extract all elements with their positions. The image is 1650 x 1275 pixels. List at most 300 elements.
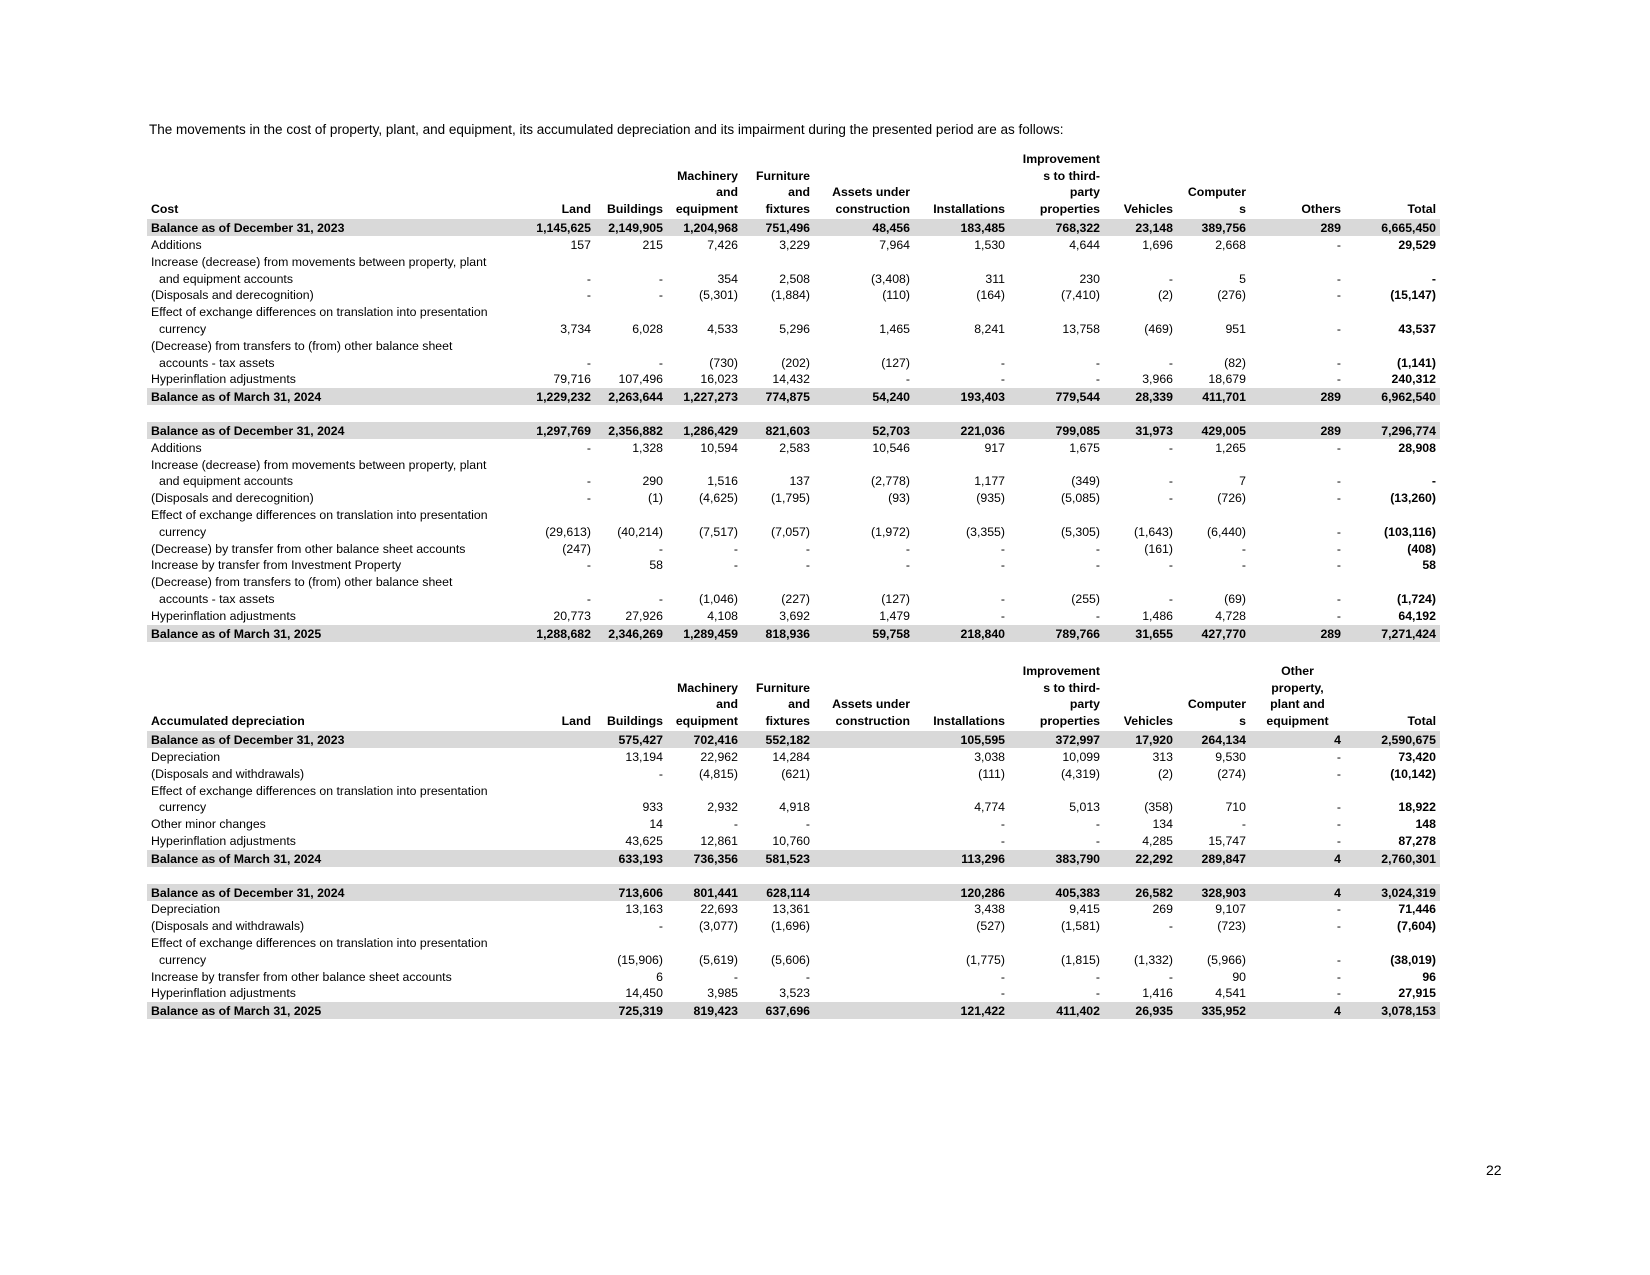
value-cell: 269 — [1152, 902, 1173, 917]
value-cell: - — [1336, 969, 1341, 984]
header-row — [147, 663, 1440, 731]
value-cell: 411,402 — [1009, 1002, 1104, 1019]
value-cell — [522, 985, 595, 1002]
value-cell: - — [1095, 372, 1100, 387]
row-label: (Decrease) from transfers to (from) other balance sheet — [151, 338, 453, 353]
row-label: (Disposals and withdrawals) — [151, 766, 305, 781]
header-row — [147, 151, 1440, 219]
value-cell: - — [1000, 558, 1005, 573]
value-cell: - — [1168, 440, 1173, 455]
row-label: Balance as of December 31, 2024 — [147, 422, 522, 439]
value-cell: 4,541 — [1215, 986, 1246, 1001]
value-cell: (358) — [1144, 800, 1173, 815]
value-cell: (161) — [1144, 541, 1173, 556]
value-cell: (527) — [976, 919, 1005, 934]
value-cell: 637,696 — [742, 1002, 814, 1019]
value-cell: (5,305) — [1061, 524, 1100, 539]
label-continuation-row — [147, 573, 1440, 590]
value-cell: 1,265 — [1215, 440, 1246, 455]
table-row — [147, 799, 1440, 816]
row-label: Additions — [151, 237, 202, 252]
row-label: (Decrease) from transfers to (from) other balance sheet — [151, 575, 453, 590]
value-cell: - — [658, 919, 663, 934]
total-cell: 7,271,424 — [1345, 624, 1440, 641]
row-label: (Disposals and withdrawals) — [151, 919, 305, 934]
value-cell: (255) — [1071, 591, 1100, 606]
value-cell: (5,085) — [1061, 491, 1100, 506]
table-row — [147, 557, 1440, 574]
value-cell — [522, 748, 595, 765]
value-cell: - — [1336, 321, 1341, 336]
value-cell: 22,292 — [1104, 849, 1177, 866]
total-cell: (103,116) — [1384, 524, 1436, 539]
value-cell: - — [1095, 558, 1100, 573]
row-label: Effect of exchange differences on translation into presentation — [151, 935, 488, 950]
value-cell: - — [1000, 541, 1005, 556]
value-cell: (7,517) — [699, 524, 738, 539]
total-cell: (10,142) — [1390, 766, 1436, 781]
table-row — [147, 985, 1440, 1002]
value-cell: - — [1336, 919, 1341, 934]
total-cell: (38,019) — [1390, 952, 1436, 967]
value-cell — [522, 849, 595, 866]
value-cell: - — [1336, 902, 1341, 917]
value-cell: 4 — [1250, 1002, 1345, 1019]
value-cell: 230 — [1079, 271, 1100, 286]
value-cell: 2,356,882 — [595, 422, 667, 439]
value-cell — [814, 765, 914, 782]
value-cell: (15,906) — [617, 952, 663, 967]
value-cell: (349) — [1071, 474, 1100, 489]
value-cell — [814, 832, 914, 849]
value-cell: 289 — [1250, 219, 1345, 236]
value-cell: - — [658, 591, 663, 606]
column-header: Total — [1407, 201, 1436, 216]
column-header: Buildings — [606, 201, 663, 216]
balance-row — [147, 731, 1440, 748]
label-continuation-row — [147, 934, 1440, 951]
row-label: Hyperinflation adjustments — [151, 372, 296, 387]
value-cell: - — [1000, 355, 1005, 370]
row-label: Depreciation — [151, 902, 221, 917]
value-cell — [522, 731, 595, 748]
value-cell: (247) — [562, 541, 591, 556]
table-row — [147, 968, 1440, 985]
value-cell: 59,758 — [814, 624, 914, 641]
table-row — [147, 287, 1440, 304]
value-cell: - — [1095, 969, 1100, 984]
total-cell: 27,915 — [1398, 986, 1436, 1001]
value-cell: (2) — [1157, 288, 1173, 303]
total-cell: 7,296,774 — [1345, 422, 1440, 439]
value-cell — [814, 883, 914, 900]
value-cell: (1) — [647, 491, 663, 506]
value-cell: 28,339 — [1104, 388, 1177, 405]
table-row — [147, 236, 1440, 253]
value-cell: - — [1095, 355, 1100, 370]
total-cell: 73,420 — [1398, 749, 1436, 764]
value-cell: 8,241 — [974, 321, 1005, 336]
value-cell: 1,328 — [632, 440, 663, 455]
value-cell: 26,935 — [1104, 1002, 1177, 1019]
value-cell: 6,028 — [632, 321, 663, 336]
total-cell: 6,665,450 — [1345, 219, 1440, 236]
value-cell: 3,966 — [1142, 372, 1173, 387]
value-cell: 264,134 — [1177, 731, 1250, 748]
value-cell: (1,775) — [966, 952, 1005, 967]
balance-row — [147, 422, 1440, 439]
value-cell: 313 — [1152, 749, 1173, 764]
value-cell: 2,583 — [779, 440, 810, 455]
value-cell: 10,760 — [772, 833, 810, 848]
table-row — [147, 590, 1440, 607]
value-cell: (1,643) — [1134, 524, 1173, 539]
value-cell: 917 — [984, 440, 1005, 455]
table-row — [147, 354, 1440, 371]
value-cell: (7,410) — [1061, 288, 1100, 303]
value-cell: - — [1336, 271, 1341, 286]
value-cell: 23,148 — [1104, 219, 1177, 236]
value-cell: 628,114 — [742, 883, 814, 900]
total-cell: - — [1431, 271, 1436, 286]
value-cell: (5,966) — [1207, 952, 1246, 967]
total-cell: 96 — [1422, 969, 1436, 984]
spacer-cell — [147, 867, 1440, 884]
page-number: 22 — [1486, 1162, 1502, 1178]
value-cell: 120,286 — [914, 883, 1009, 900]
value-cell: 113,296 — [914, 849, 1009, 866]
value-cell: (2) — [1157, 766, 1173, 781]
value-cell: (7,057) — [771, 524, 810, 539]
value-cell: 5,013 — [1069, 800, 1100, 815]
value-cell: - — [1336, 591, 1341, 606]
table-row — [147, 917, 1440, 934]
table-row — [147, 832, 1440, 849]
spacer-row — [147, 867, 1440, 884]
value-cell: 710 — [1225, 800, 1246, 815]
total-cell: 87,278 — [1398, 833, 1436, 848]
value-cell: - — [1336, 372, 1341, 387]
balance-row — [147, 1002, 1440, 1019]
value-cell: - — [1095, 608, 1100, 623]
value-cell: (1,581) — [1061, 919, 1100, 934]
value-cell: 134 — [1152, 817, 1173, 832]
label-continuation-row — [147, 506, 1440, 523]
value-cell: 411,701 — [1177, 388, 1250, 405]
value-cell: - — [1095, 541, 1100, 556]
value-cell: 27,926 — [625, 608, 663, 623]
table-title: Accumulated depreciation — [151, 713, 305, 728]
value-cell: (127) — [881, 591, 910, 606]
value-cell: 48,456 — [814, 219, 914, 236]
value-cell — [522, 1002, 595, 1019]
spacer-row — [147, 405, 1440, 422]
column-header: Improvement s to third- party properties — [1022, 664, 1100, 728]
value-cell: (3,355) — [966, 524, 1005, 539]
value-cell: 3,734 — [560, 321, 591, 336]
value-cell: (5,619) — [699, 952, 738, 967]
row-label: Balance as of December 31, 2023 — [147, 219, 522, 236]
value-cell: 2,263,644 — [595, 388, 667, 405]
row-label: accounts - tax assets — [159, 591, 275, 606]
total-cell: 18,922 — [1398, 800, 1436, 815]
label-continuation-row — [147, 303, 1440, 320]
value-cell: 215 — [642, 237, 663, 252]
row-label: Balance as of December 31, 2024 — [147, 883, 522, 900]
value-cell: 383,790 — [1009, 849, 1104, 866]
value-cell: 819,423 — [667, 1002, 742, 1019]
row-label: Hyperinflation adjustments — [151, 986, 296, 1001]
value-cell: (202) — [781, 355, 810, 370]
value-cell: - — [1095, 833, 1100, 848]
value-cell: - — [1336, 237, 1341, 252]
value-cell: - — [905, 541, 910, 556]
value-cell: 1,696 — [1142, 237, 1173, 252]
row-label: Effect of exchange differences on translation into presentation — [151, 783, 488, 798]
column-header: Others — [1301, 201, 1341, 216]
value-cell: - — [1168, 474, 1173, 489]
value-cell: 4,285 — [1142, 833, 1173, 848]
value-cell — [522, 951, 595, 968]
value-cell: 6 — [656, 969, 663, 984]
value-cell — [814, 968, 914, 985]
column-header: Furniture and fixtures — [756, 680, 810, 728]
column-header: Buildings — [606, 713, 663, 728]
row-label: Balance as of December 31, 2023 — [147, 731, 522, 748]
table-title: Cost — [151, 201, 179, 216]
value-cell: 768,322 — [1009, 219, 1104, 236]
value-cell — [522, 832, 595, 849]
table-row — [147, 439, 1440, 456]
value-cell: (3,077) — [699, 919, 738, 934]
value-cell: (726) — [1217, 491, 1246, 506]
value-cell: 4 — [1250, 849, 1345, 866]
value-cell: (621) — [781, 766, 810, 781]
row-label: Effect of exchange differences on translation into presentation — [151, 507, 488, 522]
value-cell: 818,936 — [742, 624, 814, 641]
total-cell: 58 — [1422, 558, 1436, 573]
value-cell: (274) — [1217, 766, 1246, 781]
value-cell: - — [1336, 474, 1341, 489]
value-cell: 3,038 — [974, 749, 1005, 764]
table-row — [147, 270, 1440, 287]
table-row — [147, 901, 1440, 918]
value-cell: 429,005 — [1177, 422, 1250, 439]
row-label: Additions — [151, 440, 202, 455]
value-cell: - — [1000, 833, 1005, 848]
value-cell: - — [733, 969, 738, 984]
cost-table-body — [147, 219, 1440, 642]
value-cell: - — [1168, 919, 1173, 934]
value-cell: 289 — [1250, 624, 1345, 641]
row-label: (Disposals and derecognition) — [151, 491, 314, 506]
value-cell: - — [658, 288, 663, 303]
value-cell: 2,668 — [1215, 237, 1246, 252]
value-cell: - — [1336, 952, 1341, 967]
value-cell: - — [805, 817, 810, 832]
value-cell: (5,606) — [771, 952, 810, 967]
value-cell: 14 — [649, 817, 663, 832]
value-cell: (2,778) — [871, 474, 910, 489]
value-cell: 3,229 — [779, 237, 810, 252]
value-cell: 372,997 — [1009, 731, 1104, 748]
balance-row — [147, 388, 1440, 405]
value-cell — [522, 883, 595, 900]
value-cell: 13,163 — [625, 902, 663, 917]
value-cell: - — [1241, 817, 1246, 832]
value-cell: 581,523 — [742, 849, 814, 866]
value-cell: 107,496 — [618, 372, 663, 387]
value-cell: - — [1000, 986, 1005, 1001]
value-cell: 1,229,232 — [522, 388, 595, 405]
total-cell: 6,962,540 — [1345, 388, 1440, 405]
value-cell: 1,145,625 — [522, 219, 595, 236]
value-cell: (3,408) — [871, 271, 910, 286]
value-cell: - — [1168, 558, 1173, 573]
value-cell: 9,530 — [1215, 749, 1246, 764]
value-cell: 13,758 — [1062, 321, 1100, 336]
value-cell: 13,361 — [772, 902, 810, 917]
spacer-cell — [147, 405, 1440, 422]
value-cell: - — [1336, 986, 1341, 1001]
value-cell: 736,356 — [667, 849, 742, 866]
value-cell — [522, 815, 595, 832]
value-cell — [814, 799, 914, 816]
row-label: Increase (decrease) from movements between property, plant — [151, 254, 487, 269]
total-cell: (13,260) — [1390, 491, 1436, 506]
value-cell: 105,595 — [914, 731, 1009, 748]
value-cell: 2,346,269 — [595, 624, 667, 641]
table-row — [147, 371, 1440, 388]
value-cell: - — [733, 817, 738, 832]
depreciation-table — [147, 663, 1440, 1019]
value-cell: (469) — [1144, 321, 1173, 336]
value-cell: - — [1336, 288, 1341, 303]
value-cell: 4 — [1250, 731, 1345, 748]
value-cell: 1,530 — [974, 237, 1005, 252]
value-cell: 1,465 — [879, 321, 910, 336]
column-header: Computer s — [1187, 697, 1246, 728]
value-cell: 311 — [985, 271, 1005, 286]
value-cell: 3,985 — [707, 986, 738, 1001]
value-cell: 12,861 — [700, 833, 738, 848]
value-cell: 427,770 — [1177, 624, 1250, 641]
row-label: currency — [159, 321, 207, 336]
table-row — [147, 523, 1440, 540]
value-cell: 183,485 — [914, 219, 1009, 236]
row-label: (Decrease) by transfer from other balance sheet accounts — [151, 541, 466, 556]
value-cell: 22,962 — [700, 749, 738, 764]
value-cell: - — [1168, 491, 1173, 506]
value-cell: - — [1336, 355, 1341, 370]
value-cell: 725,319 — [595, 1002, 667, 1019]
value-cell: - — [1095, 817, 1100, 832]
value-cell — [814, 815, 914, 832]
value-cell: - — [1241, 558, 1246, 573]
value-cell: 4,644 — [1069, 237, 1100, 252]
value-cell: 1,297,769 — [522, 422, 595, 439]
value-cell: 633,193 — [595, 849, 667, 866]
row-label: Balance as of March 31, 2024 — [147, 388, 522, 405]
depreciation-table-header — [147, 663, 1440, 731]
value-cell: (276) — [1217, 288, 1246, 303]
value-cell: 1,177 — [974, 474, 1005, 489]
table-row — [147, 540, 1440, 557]
column-header: Computer s — [1187, 185, 1246, 216]
value-cell: 3,438 — [974, 902, 1005, 917]
row-label: Increase (decrease) from movements between property, plant — [151, 457, 487, 472]
value-cell: (1,046) — [699, 591, 738, 606]
value-cell: - — [1000, 591, 1005, 606]
value-cell: 52,703 — [814, 422, 914, 439]
value-cell: - — [805, 558, 810, 573]
row-label: Balance as of March 31, 2024 — [147, 849, 522, 866]
value-cell: 290 — [642, 474, 663, 489]
value-cell: - — [658, 766, 663, 781]
value-cell: - — [1000, 608, 1005, 623]
value-cell: 31,973 — [1104, 422, 1177, 439]
value-cell: 15,747 — [1208, 833, 1246, 848]
row-label: currency — [159, 800, 207, 815]
value-cell: 5,296 — [779, 321, 810, 336]
value-cell: - — [586, 440, 591, 455]
value-cell: - — [1000, 817, 1005, 832]
value-cell: (1,972) — [871, 524, 910, 539]
value-cell: - — [1241, 541, 1246, 556]
balance-row — [147, 219, 1440, 236]
value-cell: 10,546 — [872, 440, 910, 455]
value-cell: 328,903 — [1177, 883, 1250, 900]
value-cell: 10,594 — [700, 440, 738, 455]
value-cell: - — [658, 271, 663, 286]
value-cell: 9,107 — [1215, 902, 1246, 917]
column-header: Installations — [933, 713, 1005, 728]
value-cell: (6,440) — [1207, 524, 1246, 539]
value-cell: (4,625) — [699, 491, 738, 506]
value-cell: (1,884) — [771, 288, 810, 303]
value-cell: 79,716 — [553, 372, 591, 387]
value-cell: - — [1168, 591, 1173, 606]
total-cell: 43,537 — [1398, 321, 1436, 336]
value-cell: 1,675 — [1069, 440, 1100, 455]
column-header: Installations — [933, 201, 1005, 216]
value-cell — [522, 917, 595, 934]
value-cell: 289 — [1250, 388, 1345, 405]
value-cell: (40,214) — [617, 524, 663, 539]
value-cell: 702,416 — [667, 731, 742, 748]
row-label: Increase by transfer from Investment Property — [151, 558, 402, 573]
value-cell: - — [733, 541, 738, 556]
value-cell — [522, 765, 595, 782]
value-cell: 157 — [570, 237, 591, 252]
value-cell: (935) — [976, 491, 1005, 506]
value-cell: - — [1336, 541, 1341, 556]
row-label: Effect of exchange differences on translation into presentation — [151, 305, 488, 320]
value-cell: 289 — [1250, 422, 1345, 439]
value-cell: 1,288,682 — [522, 624, 595, 641]
value-cell: - — [658, 355, 663, 370]
value-cell: - — [805, 969, 810, 984]
value-cell: 354 — [717, 271, 738, 286]
column-header: Assets under construction — [832, 185, 910, 216]
value-cell: (1,795) — [771, 491, 810, 506]
value-cell: 58 — [649, 558, 663, 573]
value-cell: 1,289,459 — [667, 624, 742, 641]
total-cell: 3,078,153 — [1345, 1002, 1440, 1019]
label-continuation-row — [147, 456, 1440, 473]
value-cell: 801,441 — [667, 883, 742, 900]
value-cell: (730) — [709, 355, 738, 370]
